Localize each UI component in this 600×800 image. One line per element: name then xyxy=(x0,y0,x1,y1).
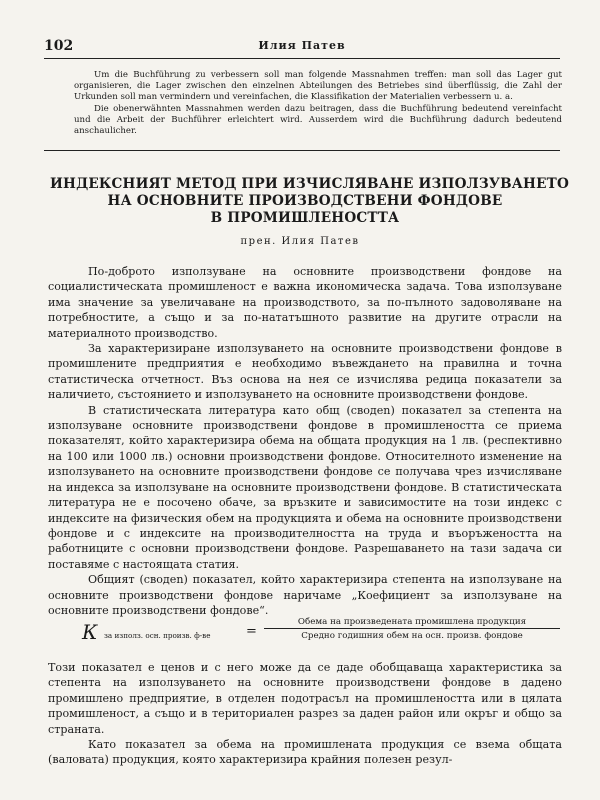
page-number: 102 xyxy=(44,38,74,54)
formula-denominator: Средно годишния обем на осн. произв. фондове xyxy=(301,631,523,641)
body-paragraph-2: За характеризиране използуването на основните производствени фондове в промишлените предприятия е необходимо въвеждането на правилна и точна статистическа отчетност. Въз основа на нея се изчислява редица показатели за наличието, състоянието и използуването на основните производствени фондове. xyxy=(48,342,562,402)
formula-subscript: за използ. осн. произв. ф-ве xyxy=(104,631,211,640)
german-summary-paragraph-2: Die obenerwähnten Massnahmen werden dazu beitragen, dass die Buchführung bedeutend vereinfacht und die Arbeit der Buchführer erleichtert wird. Ausserdem wird die Buchführung dadurch bedeutend anschaulicher. xyxy=(74,103,562,137)
article-title xyxy=(50,176,569,227)
german-summary-paragraph-1: Um die Buchführung zu verbessern soll man folgende Massnahmen treffen: man soll das Lager gut organisieren, die Lager zwischen den einzelnen Abteilungen des Betriebes sind überflüssig, die Zahl der Urkunden soll man vermindern und vereinfachen, die Klassifikation der Materialien verbessern u. a. xyxy=(74,70,562,103)
body-paragraph-4: Общият (сводеn) показател, който характеризира степента на използуване на основните производствени фондове наричаме „Коефициент за използуване на основните производствени фондове“. xyxy=(48,573,562,617)
body-paragraph-5: Този показател е ценов и с него може да се даде обобщаваща характеристика за степента на използуването на основните производствени фондове в дадено промишлено предприятие, в отделен подотрасъл на промишлеността или в цялата промишленост, а също и в териториален разрез за даден район или окръг и общо за страната. xyxy=(48,661,562,736)
article-body-continued xyxy=(48,660,562,768)
body-paragraph-6: Като показател за обема на промишлената продукция се взема общата (валовата) продукция, която характеризира крайния полезен резул- xyxy=(48,738,562,767)
formula-equals: = xyxy=(246,624,257,639)
running-header xyxy=(44,38,560,59)
formula-symbol: К xyxy=(82,620,98,644)
section-divider xyxy=(44,150,560,151)
running-header-author: Илия Патев xyxy=(258,39,346,52)
article-byline: прен. Илия Патев xyxy=(240,236,360,247)
german-summary xyxy=(74,70,562,137)
body-paragraph-1: По-доброто използуване на основните производствени фондове на социалистическата промишленост е важна икономическа задача. Това използуване има значение за увеличаване на производството, за по-пълното задоволяване на потребностите, а също и за по-нататъшното развитие на другите отрасли на материалното производство. xyxy=(48,265,562,340)
article-title-line-3: В ПРОМИШЛЕНОСТТА xyxy=(210,210,400,226)
body-paragraph-3: В статистическата литература като общ (сводеn) показател за степента на използуване основните производствени фондове в промишлеността се приема показателят, който характеризира обема на общата продукция на 1 лв. (респективно на 100 или 1000 лв.) основни производствени фондове. Относителното изменение на използуването на основните производствени фондове се получава чрез изчисляване на индекса за използуване на основните производствени фондове. В статистическата литература не е посочено обаче, за връзките и зависимостите на този индекс с индексите на физическия обем на продукцията и обема на основните производствени фондове и с индексите на производителността на труда и въоръжеността на работниците с основни производствени фондове. Разрешаването на тази задача си поставяме с настоящата статия. xyxy=(48,403,562,571)
formula-fraction xyxy=(264,617,560,641)
formula-numerator: Обема на произведената промишлена продукция xyxy=(264,617,560,629)
article-body xyxy=(48,264,562,618)
article-title-line-2: НА ОСНОВНИТЕ ПРОИЗВОДСТВЕНИ ФОНДОВЕ xyxy=(107,193,503,209)
coefficient-formula xyxy=(48,616,562,650)
article-title-line-1: ИНДЕКСНИЯТ МЕТОД ПРИ ИЗЧИСЛЯВАНЕ ИЗПОЛЗУВАНЕТО xyxy=(50,176,569,192)
